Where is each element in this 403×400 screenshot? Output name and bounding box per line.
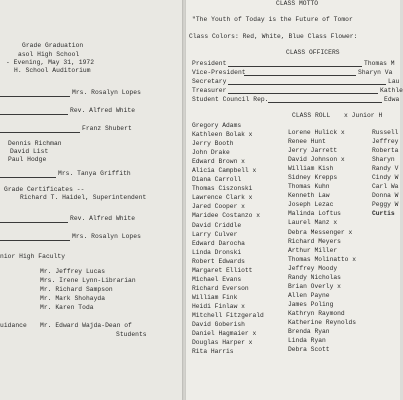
roll-entry: Thomas Ciszonski xyxy=(192,185,253,193)
roll-entry: Thomas Kuhn xyxy=(288,183,330,191)
roll-entry: Richard Meyers xyxy=(288,237,341,245)
roll-entry: Rita Harris xyxy=(192,348,234,356)
faculty-item: Mrs. Irene Lynn-Librarian xyxy=(40,277,136,284)
officer-title: Student Council Rep. xyxy=(192,96,269,103)
roll-column-2 xyxy=(288,128,356,354)
officer-leader xyxy=(244,75,356,76)
roll-entry: Edward Darocha xyxy=(192,239,245,247)
roll-entry: Alicia Campbell x xyxy=(192,167,257,175)
roll-entry: Laurel Manz x xyxy=(288,219,338,227)
roll-entry: David Goberish xyxy=(192,321,245,329)
roll-entry: Kathleen Bolak x xyxy=(192,131,253,139)
roll-entry: Brenda Ryan xyxy=(288,328,330,336)
roll-entry: Jeffrey Moody xyxy=(288,264,338,272)
program-leader xyxy=(0,114,68,115)
guidance-label: uidance xyxy=(0,322,27,329)
roll-entry: Linda Ryan xyxy=(288,337,326,345)
roll-entry: Mitchell Fitzgerald xyxy=(192,311,264,319)
guidance-name-2: Students xyxy=(116,331,147,338)
header-line3: - Evening, May 31, 1972 xyxy=(6,59,95,66)
names-block-item: Dennis Richman xyxy=(8,140,62,147)
right-page xyxy=(186,0,403,400)
roll-entry: Donna W xyxy=(372,192,399,200)
roll-column-3 xyxy=(372,128,398,218)
roll-entry: William Fink xyxy=(192,293,238,301)
officer-leader xyxy=(228,66,362,67)
officer-title: Secretary xyxy=(192,78,227,85)
officers-title: CLASS OFFICERS xyxy=(286,49,340,56)
program-leader xyxy=(0,240,70,241)
motto-text: "The Youth of Today is the Future of Tomor xyxy=(192,16,353,23)
roll-entry: Larry Culver xyxy=(192,230,238,238)
roll-entry: Maridee Costanzo x xyxy=(192,212,261,220)
program-name: Franz Shubert xyxy=(82,125,132,132)
roll-entry: Sharyn xyxy=(372,156,395,164)
roll-entry: Randy V xyxy=(372,165,399,173)
officer-leader xyxy=(228,84,386,85)
officer-title: Treasurer xyxy=(192,87,227,94)
faculty-title: nior High Faculty xyxy=(0,253,66,260)
officer-name: Lau xyxy=(388,78,400,85)
roll-entry: Edward Brown x xyxy=(192,158,245,166)
names-block-item: Paul Hodge xyxy=(8,156,47,163)
roll-entry: Margaret Elliott xyxy=(192,266,253,274)
roll-entry: Debra Messenger x xyxy=(288,228,353,236)
roll-entry: Allen Payne xyxy=(288,291,330,299)
roll-entry: Renee Hunt xyxy=(288,138,326,146)
officer-name: Kathle xyxy=(380,87,403,94)
roll-entry: Jerry Jarrett xyxy=(288,147,338,155)
roll-entry: Joseph Lezac xyxy=(288,201,334,209)
roll-entry: Richard Everson xyxy=(192,284,249,292)
motto-title: CLASS MOTTO xyxy=(276,0,319,7)
header-line4: H. School Auditorium xyxy=(14,67,91,74)
program-name: Mrs. Rosalyn Lopes xyxy=(72,89,141,96)
program-name: Mrs. Tanya Griffith xyxy=(58,170,131,177)
faculty-item: Mr. Karen Toda xyxy=(40,304,94,311)
roll-entry: David Criddle xyxy=(192,221,242,229)
roll-entry: Daniel Hagmaier x xyxy=(192,330,257,338)
certificates-name: Richard T. Haidel, Superintendent xyxy=(20,194,147,201)
left-page xyxy=(0,0,182,400)
roll-entry: Douglas Harper x xyxy=(192,339,253,347)
roll-entry: Brian Overly x xyxy=(288,282,341,290)
roll-entry: Carl Wa xyxy=(372,183,399,191)
header-line1: Grade Graduation xyxy=(22,42,84,49)
roll-entry: Sidney Krepps xyxy=(288,174,338,182)
roll-entry: Jerry Booth xyxy=(192,140,234,148)
roll-entry: John Drake xyxy=(192,149,230,157)
roll-entry: Kathryn Raymond xyxy=(288,309,345,317)
roll-entry: Curtis xyxy=(372,210,395,218)
roll-entry: Lorene Hulick x xyxy=(288,129,345,136)
roll-entry: William Kish xyxy=(288,165,334,173)
roll-entry: David Johnson x xyxy=(288,156,345,164)
roll-entry: Roberta xyxy=(372,147,399,155)
roll-entry: Diana Carroll xyxy=(192,176,242,184)
roll-entry: Thomas Molinatto x xyxy=(288,255,357,263)
officer-title: Vice-President xyxy=(192,69,246,76)
roll-entry: Kenneth Law xyxy=(288,192,330,200)
program-name: Mrs. Rosalyn Lopes xyxy=(72,233,141,240)
roll-entry: Cindy W xyxy=(372,174,399,182)
faculty-item: Mr. Mark Shohayda xyxy=(40,295,106,302)
roll-entry: Michael Evans xyxy=(192,275,242,283)
officer-leader xyxy=(268,102,382,103)
officer-name: Edwa xyxy=(384,96,400,103)
officer-name: Thomas M xyxy=(364,60,395,67)
header-line2: asol High School xyxy=(18,51,80,58)
roll-entry: Gregory Adams xyxy=(192,122,242,129)
roll-entry: Linda Dronski xyxy=(192,248,242,256)
names-block-item: David List xyxy=(10,148,49,155)
program-name: Rev. Alfred White xyxy=(70,107,136,114)
roll-entry: Katherine Reynolds xyxy=(288,318,357,326)
roll-entry: Jeffrey xyxy=(372,138,399,146)
roll-title: CLASS ROLL xyxy=(292,112,331,119)
roll-note: x Junior H xyxy=(344,112,383,119)
roll-entry: Robert Edwards xyxy=(192,257,245,265)
roll-entry: Randy Nicholas xyxy=(288,273,341,281)
program-leader xyxy=(0,177,56,178)
program-leader xyxy=(0,132,80,133)
roll-column-1 xyxy=(192,121,264,356)
certificates-title: Grade Certificates -- xyxy=(4,186,85,193)
roll-entry: Russell xyxy=(372,129,399,136)
roll-entry: Lawrence Clark x xyxy=(192,194,253,202)
program-leader xyxy=(0,96,70,97)
roll-entry: James Poling xyxy=(288,300,334,308)
program-name: Rev. Alfred White xyxy=(70,215,136,222)
faculty-item: Mr. Richard Sampson xyxy=(40,286,113,293)
officer-name: Sharyn Va xyxy=(358,69,393,76)
roll-entry: Debra Scott xyxy=(288,346,330,354)
guidance-name: Mr. Edward Wajda-Dean of xyxy=(40,322,132,329)
roll-entry: Heidi Finlaw x xyxy=(192,302,245,310)
officer-title: President xyxy=(192,60,227,67)
program-leader xyxy=(0,222,68,223)
roll-entry: Arthur Miller xyxy=(288,246,338,254)
roll-entry: Peggy W xyxy=(372,201,399,209)
roll-entry: Malinda Loftus xyxy=(288,210,341,218)
officer-leader xyxy=(228,93,378,94)
roll-entry: Jared Cooper x xyxy=(192,203,245,211)
faculty-item: Mr. Jeffrey Lucas xyxy=(40,268,106,275)
class-colors-line: Class Colors: Red, White, Blue Class Flower: xyxy=(189,33,358,40)
